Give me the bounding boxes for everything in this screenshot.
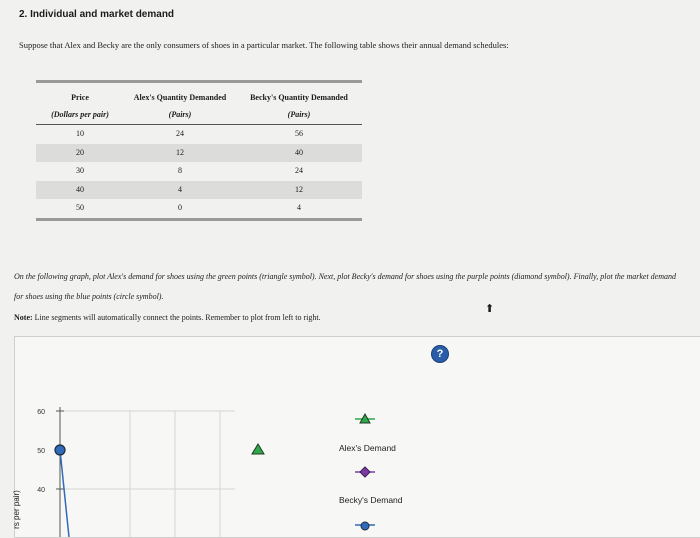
y-tick-label: 60 xyxy=(37,409,45,416)
question-title: 2. Individual and market demand xyxy=(19,9,175,20)
market-demand-point[interactable] xyxy=(55,445,65,455)
graph-instructions: On the following graph, plot Alex's demand for shoes using the green points (triangle symbol). Next, plot Becky's demand for shoes using the purple points (diamond symbol). Finally, plot the market demand for shoes using the blue points (circle symbol). xyxy=(14,272,677,301)
legend-triangle-tool[interactable] xyxy=(355,414,375,423)
header-becky-quantity: Becky's Quantity Demanded (Pairs) xyxy=(250,93,348,119)
legend-circle-tool[interactable] xyxy=(355,522,375,530)
demand-schedule-table xyxy=(36,80,362,221)
header-alex-quantity: Alex's Quantity Demanded (Pairs) xyxy=(133,93,227,119)
legend-diamond-tool[interactable] xyxy=(355,467,375,477)
legend-alex-label: Alex's Demand xyxy=(339,443,396,453)
mouse-cursor-icon: ⬆ xyxy=(485,303,495,315)
alex-demand-point[interactable] xyxy=(252,444,264,454)
graph-panel[interactable] xyxy=(11,336,700,538)
graph-note xyxy=(14,313,321,322)
table-row: 40 4 12 xyxy=(36,181,362,200)
y-tick-label: 40 xyxy=(37,487,45,494)
y-tick-label: 50 xyxy=(37,448,45,455)
header-price: Price (Dollars per pair) xyxy=(51,93,109,119)
table-row: 20 12 40 xyxy=(36,144,362,163)
table-header xyxy=(36,83,362,123)
table-bottom-rule xyxy=(36,218,362,221)
help-button[interactable]: ? xyxy=(431,345,449,363)
legend-becky-label: Becky's Demand xyxy=(339,495,403,505)
note-text: Line segments will automatically connect the points. Remember to plot from left to right. xyxy=(34,313,321,322)
note-label: Note: xyxy=(14,313,33,322)
question-intro: Suppose that Alex and Becky are the only consumers of shoes in a particular market. The following table shows their annual demand schedules: xyxy=(19,40,509,50)
table-row: 50 0 4 xyxy=(76,203,301,212)
table-row: 30 8 24 xyxy=(76,166,303,175)
table-row: 10 24 56 xyxy=(76,129,303,138)
graph-svg[interactable] xyxy=(15,337,700,537)
market-demand-line xyxy=(60,450,69,537)
y-axis-label: rs per pair) xyxy=(11,490,21,529)
